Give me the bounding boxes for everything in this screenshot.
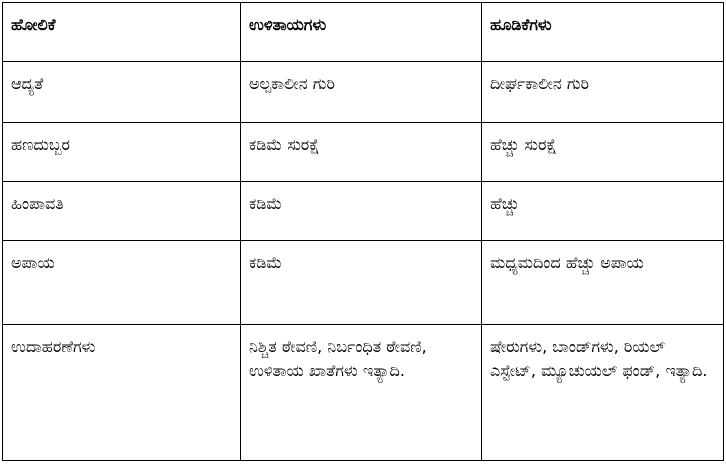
table-cell: ದೀರ್ಘಕಾಲೀನ ಗುರಿ bbox=[482, 62, 724, 123]
table-row bbox=[3, 325, 724, 461]
table-row bbox=[3, 182, 724, 241]
header-cell-savings: ಉಳಿತಾಯಗಳು bbox=[241, 3, 482, 62]
row-label-risk: ಅಪಾಯ bbox=[3, 241, 241, 325]
header-cell-investments: ಹೂಡಿಕೆಗಳು bbox=[482, 3, 724, 62]
row-label-returns: ಹಿಂಪಾವತಿ bbox=[3, 182, 241, 241]
table-row bbox=[3, 62, 724, 123]
table-cell: ಕಡಿಮೆ bbox=[241, 241, 482, 325]
table-cell: ಹೆಚ್ಚು ಸುರಕ್ಷೆ bbox=[482, 123, 724, 182]
row-label-examples: ಉದಾಹರಣೆಗಳು bbox=[3, 325, 241, 461]
table-cell: ಕಡಿಮೆ bbox=[241, 182, 482, 241]
table-header-row bbox=[3, 3, 724, 62]
comparison-table bbox=[2, 2, 724, 461]
table-cell: ಮಧ್ಯಮದಿಂದ ಹೆಚ್ಚು ಅಪಾಯ bbox=[482, 241, 724, 325]
table-cell: ಅಲ್ಪಕಾಲೀನ ಗುರಿ bbox=[241, 62, 482, 123]
table-row bbox=[3, 241, 724, 325]
table-cell: ಕಡಿಮೆ ಸುರಕ್ಷೆ bbox=[241, 123, 482, 182]
row-label-inflation: ಹಣದುಬ್ಬರ bbox=[3, 123, 241, 182]
row-label-priority: ಆದ್ಯತೆ bbox=[3, 62, 241, 123]
table-cell: ಷೇರುಗಳು, ಬಾಂಡ್‌ಗಳು, ರಿಯಲ್ ಎಸ್ಟೇಟ್, ಮ್ಯೂಚುಯಲ್ ಫಂಡ್, ಇತ್ಯಾದಿ. bbox=[482, 325, 724, 461]
table-cell: ನಿಶ್ಚಿತ ಠೇವಣಿ, ನಿರ್ಬಂಧಿತ ಠೇವಣಿ, ಉಳಿತಾಯ ಖಾತೆಗಳು ಇತ್ಯಾದಿ. bbox=[241, 325, 482, 461]
header-cell-comparison: ಹೋಲಿಕೆ bbox=[3, 3, 241, 62]
table-cell: ಹೆಚ್ಚು bbox=[482, 182, 724, 241]
table-row bbox=[3, 123, 724, 182]
